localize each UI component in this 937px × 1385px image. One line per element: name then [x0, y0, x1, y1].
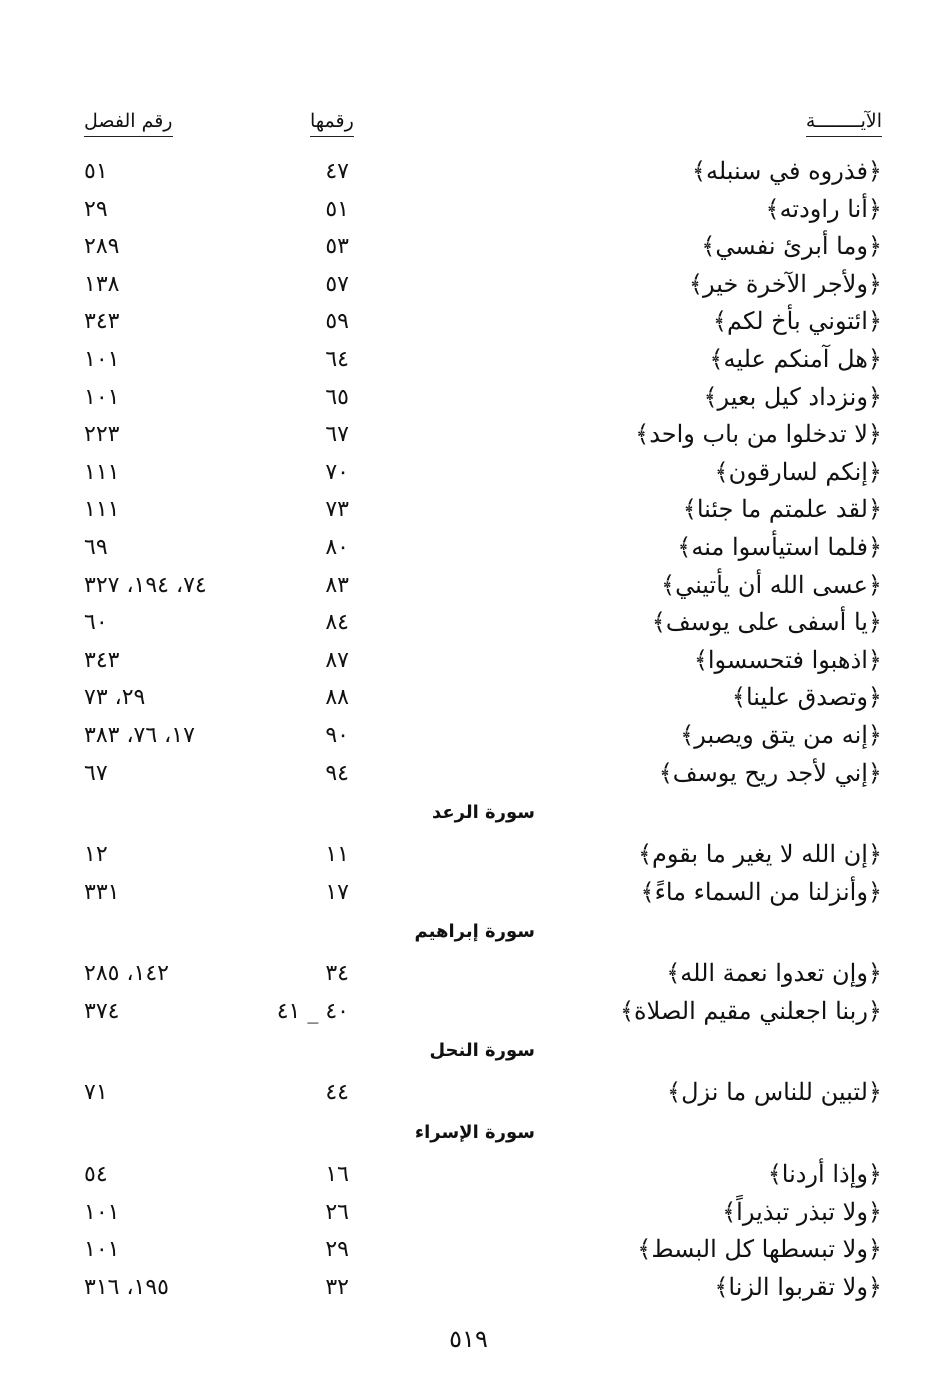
chapter-references: ٦٧	[84, 760, 108, 786]
verse-text: ﴿ربنا اجعلني مقيم الصلاة﴾	[619, 996, 882, 1025]
surah-title: سورة الإسراء	[414, 1122, 535, 1144]
verse-number: ٩٤	[325, 760, 349, 786]
chapter-references: ٢٩، ٧٣	[84, 685, 146, 711]
verse-text: ﴿ولا تبذر تبذيراً﴾	[722, 1197, 882, 1226]
chapter-references: ١١١	[84, 497, 120, 523]
chapter-references: ١١١	[84, 459, 120, 485]
verse-text: ﴿عسى الله أن يأتيني﴾	[661, 570, 882, 599]
chapter-number-column-header: رقم الفصل	[84, 108, 173, 137]
index-row	[0, 566, 937, 604]
verse-text: ﴿إني لأجد ريح يوسف﴾	[658, 758, 882, 787]
verse-number: ٢٦	[325, 1199, 349, 1225]
index-row	[0, 835, 937, 873]
verse-text: ﴿وأنزلنا من السماء ماءً﴾	[640, 877, 882, 906]
index-row	[0, 754, 937, 792]
verse-text: ﴿إن الله لا يغير ما بقوم﴾	[637, 840, 882, 869]
surah-section-heading-row	[0, 791, 937, 835]
index-row	[0, 716, 937, 754]
surah-title: سورة الرعد	[431, 802, 535, 824]
verse-text: ﴿ولأجر الآخرة خير﴾	[688, 269, 882, 298]
verse-number: ٥٩	[325, 309, 349, 335]
verse-column-header: الآيــــــــة	[806, 108, 882, 137]
chapter-references: ١٣٨	[84, 271, 120, 297]
chapter-references: ٧٤، ١٩٤، ٣٢٧	[84, 572, 207, 598]
verse-text: ﴿وتصدق علينا﴾	[731, 683, 882, 712]
chapter-references: ٣٤٣	[84, 309, 120, 335]
verse-text: ﴿أنا راودته﴾	[765, 194, 882, 223]
verse-number: ٧٠	[325, 459, 349, 485]
index-row	[0, 954, 937, 992]
verse-text: ﴿اذهبوا فتحسسوا﴾	[693, 645, 882, 674]
index-row	[0, 678, 937, 716]
verse-number: ٨٠	[325, 534, 349, 560]
verse-number: ٢٩	[325, 1237, 349, 1263]
verse-number: ٧٣	[325, 497, 349, 523]
verse-text: ﴿وما أبرئ نفسي﴾	[701, 232, 882, 261]
verse-text: ﴿ولا تبسطها كل البسط﴾	[637, 1235, 882, 1264]
chapter-references: ٢٢٣	[84, 422, 120, 448]
index-row	[0, 453, 937, 491]
index-row	[0, 340, 937, 378]
index-row	[0, 873, 937, 911]
verse-text: ﴿لقد علمتم ما جئنا﴾	[682, 495, 882, 524]
index-row	[0, 528, 937, 566]
verse-text: ﴿إنكم لسارقون﴾	[714, 457, 882, 486]
index-row	[0, 603, 937, 641]
chapter-references: ٧١	[84, 1080, 108, 1106]
index-row	[0, 1193, 937, 1231]
surah-title: سورة النحل	[429, 1040, 535, 1062]
chapter-references: ٦٠	[84, 610, 108, 636]
verse-number: ٤٧	[325, 159, 349, 184]
verse-text: ﴿ونزداد كيل بعير﴾	[703, 382, 882, 411]
chapter-references: ٣٣١	[84, 879, 120, 905]
verse-text: ﴿وإذا أردنا﴾	[767, 1160, 882, 1189]
index-row	[0, 227, 937, 265]
verse-text: ﴿وإن تعدوا نعمة الله﴾	[666, 959, 882, 988]
verse-number: ٥٧	[325, 271, 349, 297]
verse-index-list	[0, 152, 937, 1305]
surah-section-heading-row	[0, 1111, 937, 1155]
chapter-references: ١٤٢، ٢٨٥	[84, 961, 169, 987]
verse-number: ٦٤	[325, 346, 349, 372]
chapter-references: ٣٤٣	[84, 647, 120, 673]
index-row	[0, 1230, 937, 1268]
chapter-references: ٥٤	[84, 1162, 108, 1188]
index-row	[0, 302, 937, 340]
verse-text: ﴿لا تدخلوا من باب واحد﴾	[635, 420, 882, 449]
verse-text: ﴿هل آمنكم عليه﴾	[709, 344, 882, 373]
chapter-references: ١٩٥، ٣١٦	[84, 1274, 169, 1300]
verse-text: ﴿ائتوني بأخ لكم﴾	[712, 307, 882, 336]
verse-number: ٨٣	[325, 572, 349, 598]
chapter-references: ١٢	[84, 842, 108, 868]
index-row	[0, 1073, 937, 1111]
index-row	[0, 1268, 937, 1306]
verse-number: ١٧	[325, 879, 349, 905]
verse-text: ﴿ولا تقربوا الزنا﴾	[714, 1272, 882, 1301]
verse-text: ﴿فلما استيأسوا منه﴾	[677, 532, 882, 561]
chapter-references: ٥١	[84, 159, 108, 184]
verse-text: ﴿إنه من يتق ويصبر﴾	[680, 720, 882, 749]
surah-section-heading-row	[0, 1029, 937, 1073]
page-number: ٥١٩	[449, 1325, 488, 1353]
verse-number: ٣٢	[325, 1274, 349, 1300]
chapter-references: ١٧، ٧٦، ٣٨٣	[84, 722, 195, 748]
verse-number: ٣٤	[325, 961, 349, 987]
verse-number: ٨٧	[325, 647, 349, 673]
chapter-references: ٣٧٤	[84, 998, 120, 1024]
index-row	[0, 490, 937, 528]
index-row	[0, 1155, 937, 1193]
chapter-references: ٢٨٩	[84, 234, 120, 260]
index-row	[0, 152, 937, 190]
verse-number: ٤٤	[325, 1080, 349, 1106]
chapter-references: ٢٩	[84, 196, 108, 222]
chapter-references: ١٠١	[84, 346, 120, 372]
verse-text: ﴿فذروه في سنبله﴾	[691, 157, 882, 185]
surah-title: سورة إبراهيم	[414, 921, 535, 943]
surah-section-heading-row	[0, 910, 937, 954]
verse-number: ٦٥	[325, 384, 349, 410]
index-row	[0, 265, 937, 303]
verse-number-column-header: رقمها	[310, 108, 354, 137]
chapter-references: ٦٩	[84, 534, 108, 560]
chapter-references: ١٠١	[84, 1237, 120, 1263]
verse-number: ٨٤	[325, 610, 349, 636]
verse-text: ﴿لتبين للناس ما نزل﴾	[667, 1078, 882, 1107]
verse-number: ١١	[325, 842, 349, 868]
index-row	[0, 992, 937, 1030]
verse-number: ٦٧	[325, 422, 349, 448]
index-row	[0, 378, 937, 416]
index-row	[0, 641, 937, 679]
chapter-references: ١٠١	[84, 1199, 120, 1225]
verse-number: ٩٠	[325, 722, 349, 748]
verse-number: ١٦	[325, 1162, 349, 1188]
verse-number: ٥١	[325, 196, 349, 222]
verse-number: ٤٠ _ ٤١	[276, 998, 349, 1024]
index-row	[0, 415, 937, 453]
verse-text: ﴿يا أسفى على يوسف﴾	[651, 608, 882, 637]
index-row	[0, 190, 937, 228]
chapter-references: ١٠١	[84, 384, 120, 410]
verse-number: ٨٨	[325, 685, 349, 711]
verse-number: ٥٣	[325, 234, 349, 260]
